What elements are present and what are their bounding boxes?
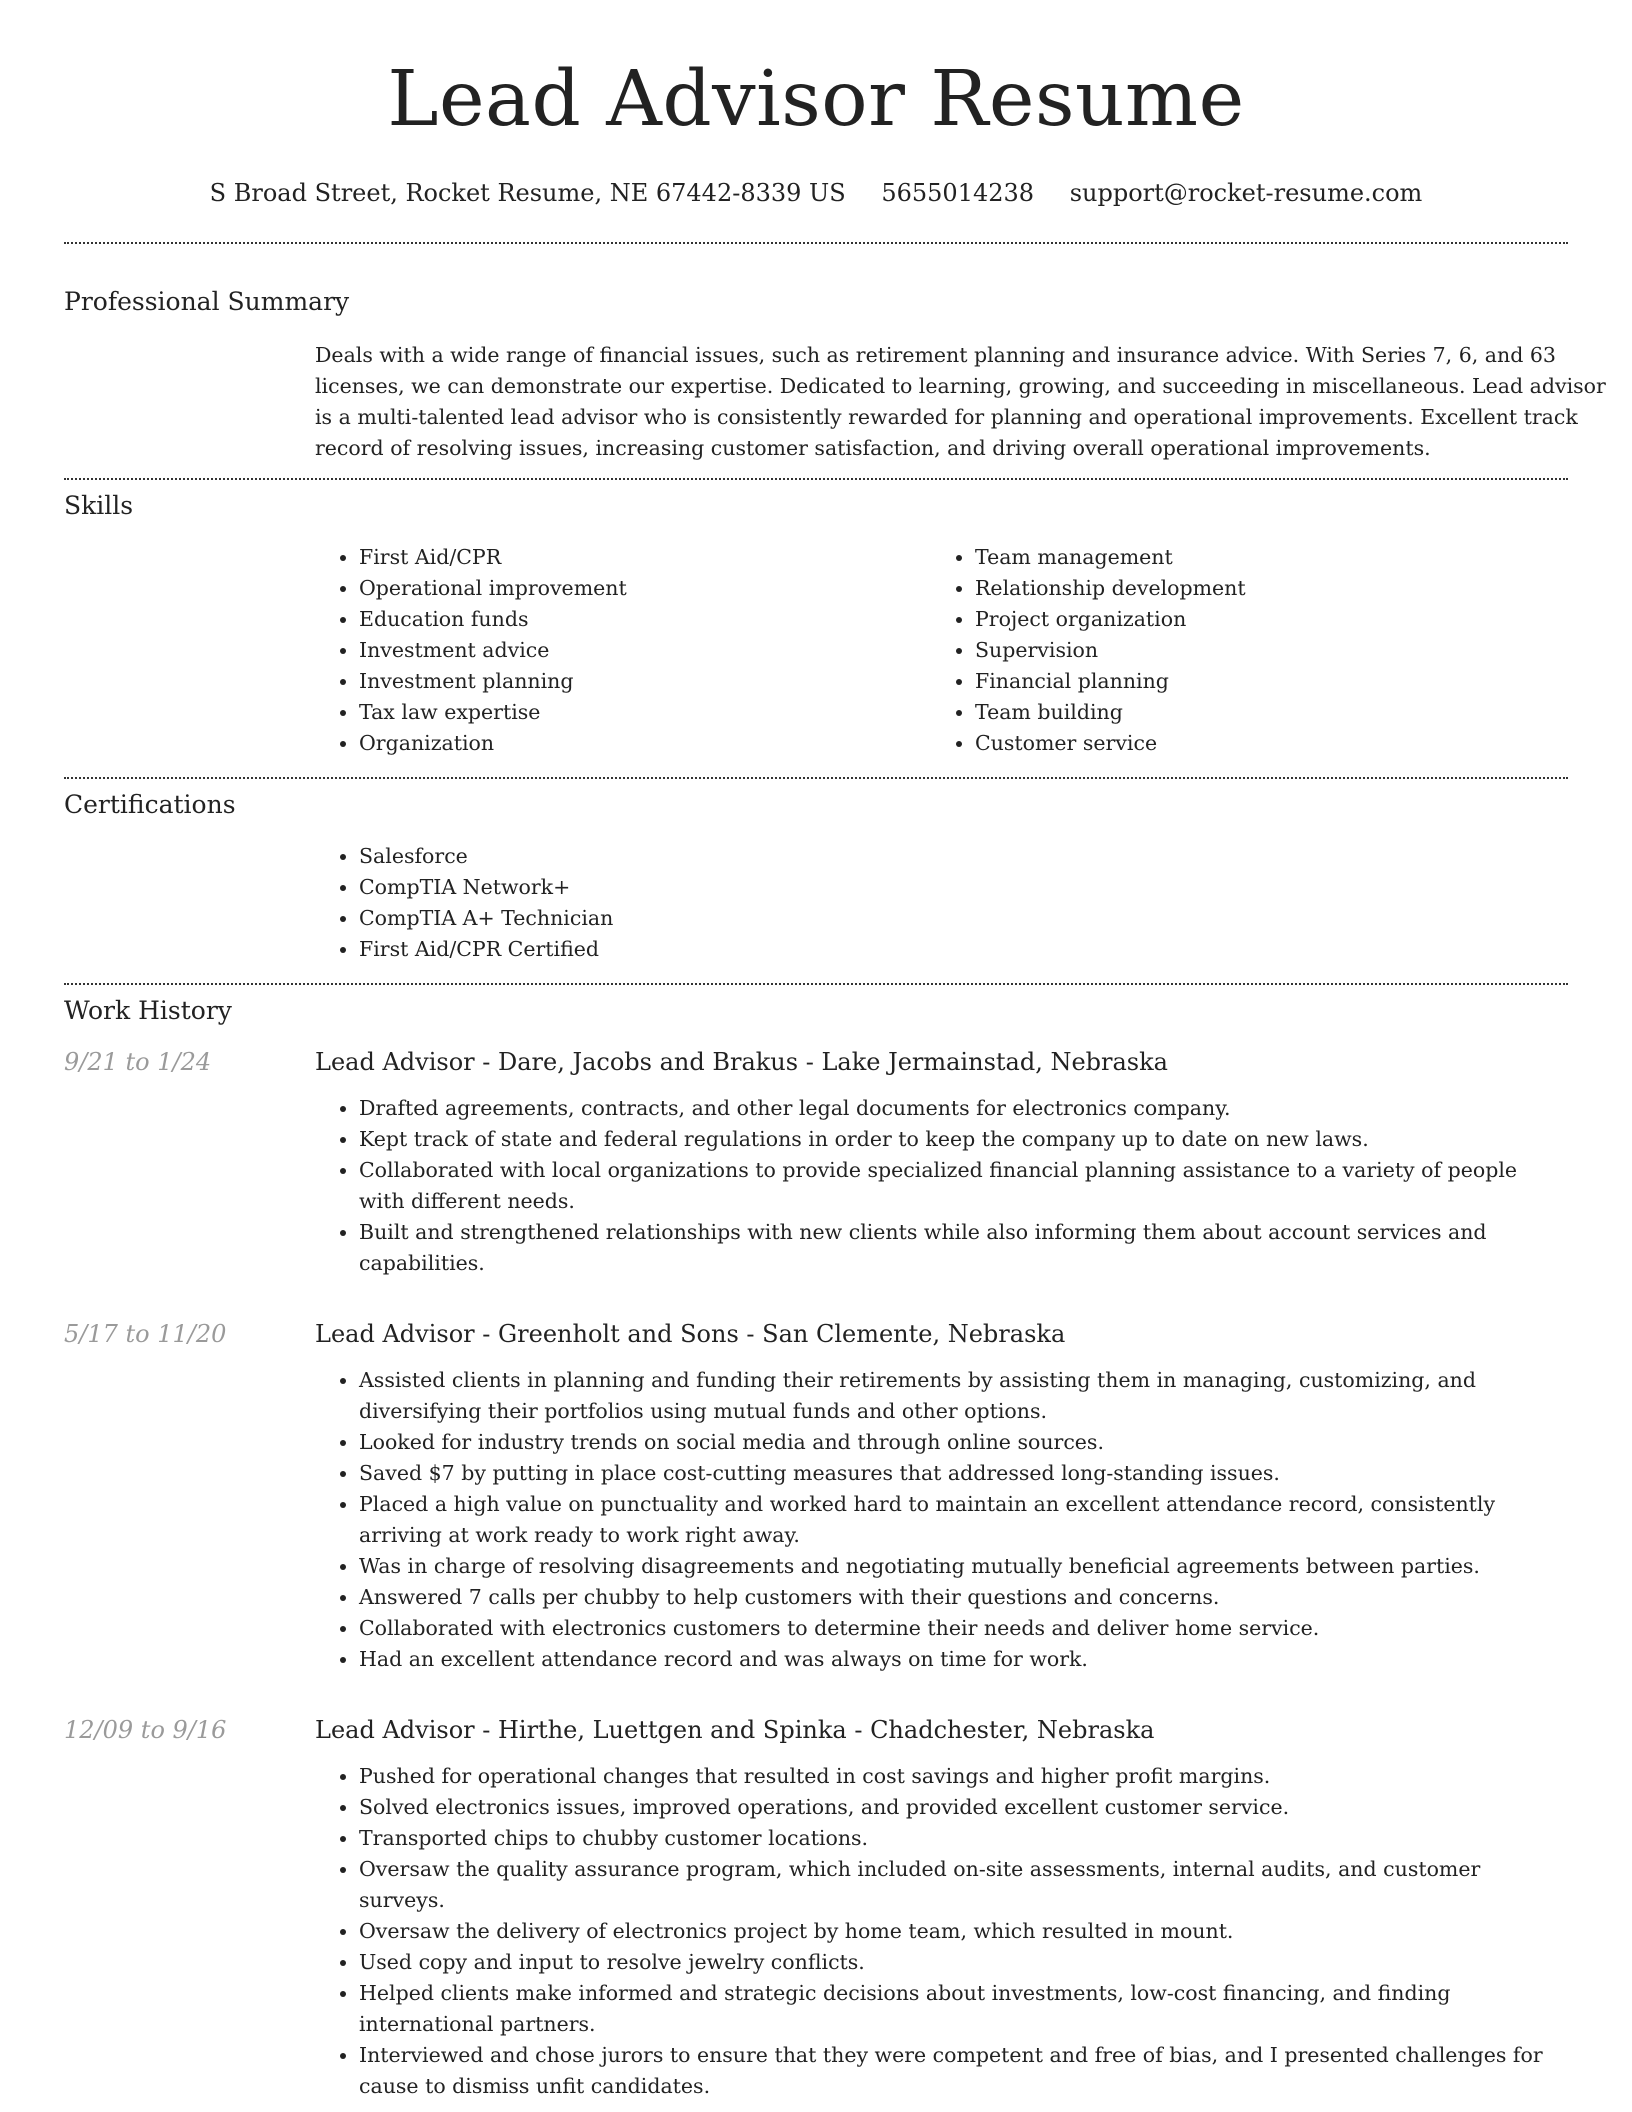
address: S Broad Street, Rocket Resume, NE 67442-8339 US bbox=[209, 179, 846, 207]
list-item: • Kept track of state and federal regulations in order to keep the company up to date on new laws. bbox=[359, 1124, 1568, 1155]
list-item: • Project organization bbox=[975, 604, 1547, 635]
list-item: • Was in charge of resolving disagreements and negotiating mutually beneficial agreements between parties. bbox=[359, 1551, 1568, 1582]
job-title: Lead Advisor - Dare, Jacobs and Brakus - Lake Jermainstad, Nebraska bbox=[315, 1048, 1168, 1076]
list-item: • CompTIA Network+ bbox=[359, 872, 931, 903]
skills-heading: Skills bbox=[64, 491, 134, 520]
job-title: Lead Advisor - Hirthe, Luettgen and Spinka - Chadchester, Nebraska bbox=[315, 1716, 1155, 1744]
list-item: • First Aid/CPR Certified bbox=[359, 934, 931, 965]
list-item: • First Aid/CPR bbox=[359, 542, 931, 573]
skills-section bbox=[64, 480, 1568, 779]
list-item: • Education funds bbox=[359, 604, 931, 635]
certifications-column bbox=[315, 841, 931, 965]
certifications-heading: Certifications bbox=[64, 790, 236, 819]
skills-lists bbox=[315, 542, 1568, 759]
list-item: • Pushed for operational changes that resulted in cost savings and higher profit margins. bbox=[359, 1761, 1568, 1792]
job-entry bbox=[64, 1045, 1568, 1279]
list-item: • Financial planning bbox=[975, 666, 1547, 697]
job-dates: 9/21 to 1/24 bbox=[64, 1048, 212, 1076]
list-item: • CompTIA A+ Technician bbox=[359, 903, 931, 934]
list-item: • Placed a high value on punctuality and worked hard to maintain an excellent attendance record, consistently arriving at work ready to work right away. bbox=[359, 1489, 1568, 1551]
list-item: • Salesforce bbox=[359, 841, 931, 872]
skills-column-right bbox=[931, 542, 1547, 759]
list-item: • Customer service bbox=[975, 728, 1547, 759]
job-details bbox=[315, 1045, 1568, 1279]
list-item: • Answered 7 calls per chubby to help customers with their questions and concerns. bbox=[359, 1582, 1568, 1613]
list-item: • Oversaw the quality assurance program, which included on-site assessments, internal audits, and customer surveys. bbox=[359, 1854, 1568, 1916]
list-item: • Oversaw the delivery of electronics project by home team, which resulted in mount. bbox=[359, 1916, 1568, 1947]
list-item: • Collaborated with electronics customers to determine their needs and deliver home service. bbox=[359, 1613, 1568, 1644]
job-title: Lead Advisor - Greenholt and Sons - San Clemente, Nebraska bbox=[315, 1320, 1066, 1348]
list-item: • Operational improvement bbox=[359, 573, 931, 604]
phone: 5655014238 bbox=[881, 179, 1035, 207]
list-item: • Collaborated with local organizations to provide specialized financial planning assistance to a variety of people with different needs. bbox=[359, 1155, 1568, 1217]
list-item: • Solved electronics issues, improved operations, and provided excellent customer service. bbox=[359, 1792, 1568, 1823]
list-item: • Tax law expertise bbox=[359, 697, 931, 728]
certifications-list bbox=[315, 841, 1568, 965]
list-item: • Investment advice bbox=[359, 635, 931, 666]
list-item: • Assisted clients in planning and funding their retirements by assisting them in managing, customizing, and diversifying their portfolios using mutual funds and other options. bbox=[359, 1365, 1568, 1427]
job-entry bbox=[64, 1713, 1568, 2102]
list-item: • Investment planning bbox=[359, 666, 931, 697]
email: support@rocket-resume.com bbox=[1069, 179, 1423, 207]
list-item: • Looked for industry trends on social media and through online sources. bbox=[359, 1427, 1568, 1458]
list-item: • Supervision bbox=[975, 635, 1547, 666]
list-item: • Team building bbox=[975, 697, 1547, 728]
work-history-heading: Work History bbox=[64, 996, 232, 1025]
contact-line bbox=[64, 178, 1568, 208]
job-details bbox=[315, 1317, 1568, 1675]
list-item: • Drafted agreements, contracts, and other legal documents for electronics company. bbox=[359, 1093, 1568, 1124]
skills-column-left bbox=[315, 542, 931, 759]
job-dates: 5/17 to 11/20 bbox=[64, 1320, 227, 1348]
list-item: • Used copy and input to resolve jewelry conflicts. bbox=[359, 1947, 1568, 1978]
list-item: • Organization bbox=[359, 728, 931, 759]
list-item: • Interviewed and chose jurors to ensure that they were competent and free of bias, and I presented challenges for cause to dismiss unfit candidates. bbox=[359, 2040, 1568, 2102]
list-item: • Had an excellent attendance record and was always on time for work. bbox=[359, 1644, 1568, 1675]
list-item: • Team management bbox=[975, 542, 1547, 573]
resume-title: Lead Advisor Resume bbox=[387, 55, 1245, 144]
job-dates: 12/09 to 9/16 bbox=[64, 1716, 227, 1744]
job-entry bbox=[64, 1317, 1568, 1675]
header-divider bbox=[64, 242, 1568, 244]
list-item: • Saved $7 by putting in place cost-cutting measures that addressed long-standing issues. bbox=[359, 1458, 1568, 1489]
summary-heading: Professional Summary bbox=[64, 287, 350, 316]
list-item: • Helped clients make informed and strategic decisions about investments, low-cost financing, and finding international partners. bbox=[359, 1978, 1568, 2040]
list-item: • Relationship development bbox=[975, 573, 1547, 604]
work-history-section bbox=[64, 985, 1568, 2102]
list-item: • Transported chips to chubby customer locations. bbox=[359, 1823, 1568, 1854]
job-details bbox=[315, 1713, 1568, 2102]
summary-text: Deals with a wide range of financial issues, such as retirement planning and insurance advice. With Series 7, 6, and 63 licenses, we can demonstrate our expertise. Dedicated to learning, growing, and succeeding in miscellaneous. Lead advisor is a multi-talented lead advisor who is consistently rewarded for planning and operational improvements. Excellent track record of resolving issues, increasing customer satisfaction, and driving overall operational improvements. bbox=[315, 343, 1606, 460]
certifications-section bbox=[64, 779, 1568, 985]
list-item: • Built and strengthened relationships with new clients while also informing them about account services and capabilities. bbox=[359, 1217, 1568, 1279]
